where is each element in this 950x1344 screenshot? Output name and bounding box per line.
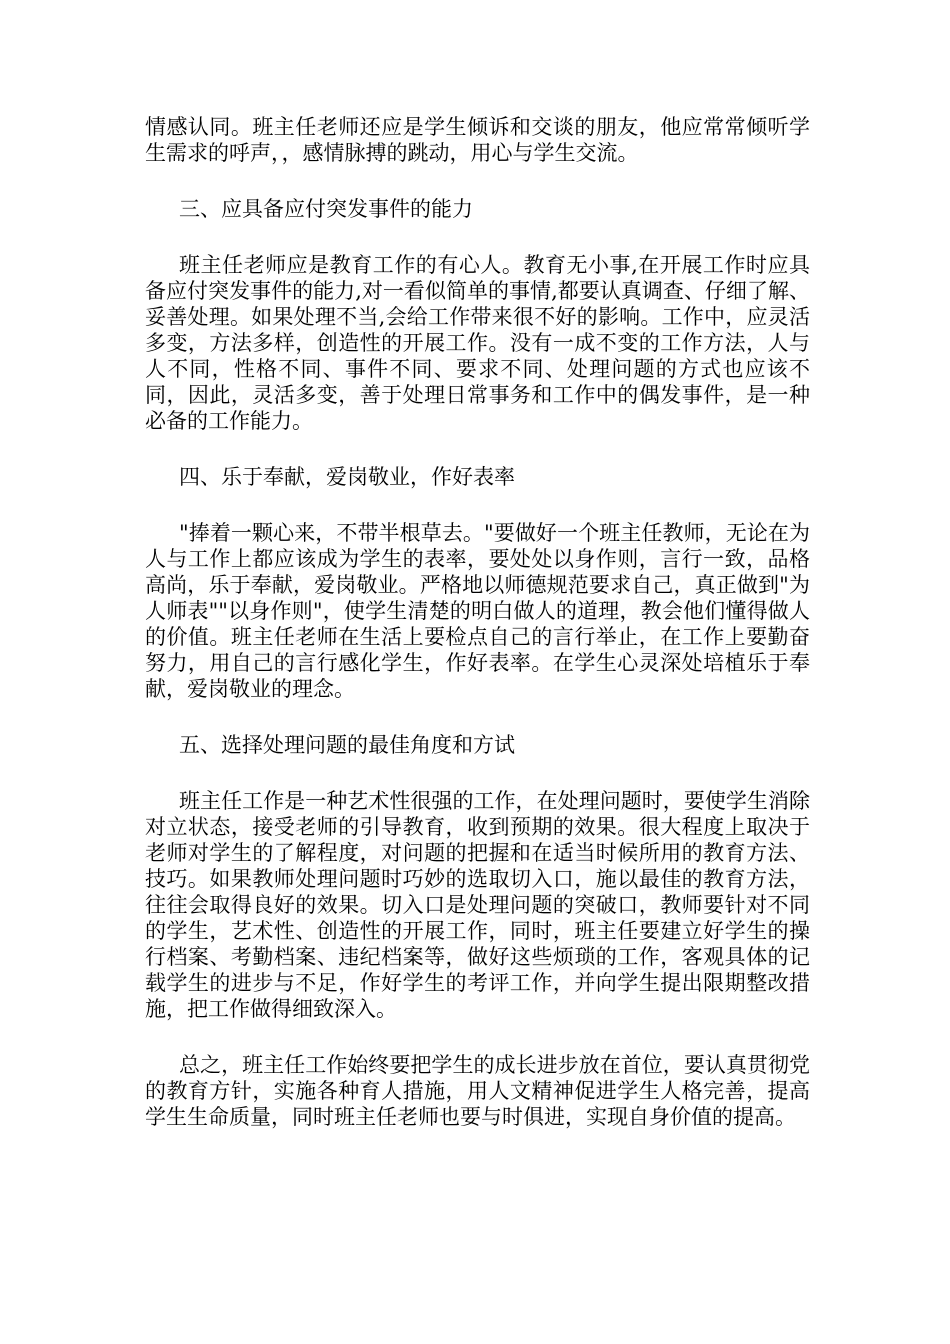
paragraph-continuation: 情感认同。班主任老师还应是学生倾诉和交谈的朋友，他应常常倾听学生需求的呼声，，感情脉搏的跳动，用心与学生交流。 xyxy=(145,115,810,165)
document-body xyxy=(145,114,810,1130)
paragraph-section-3: 班主任老师应是教育工作的有心人。教育无小事,在开展工作时应具备应付突发事件的能力,对一看似简单的事情,都要认真调查、仔细了解、妥善处理。如果处理不当,会给工作带来很不好的影响。工作中，应灵活多变，方法多样，创造性的开展工作。没有一成不变的工作方法，人与人不同，性格不同、事件不同、要求不同、处理问题的方式也应该不同，因此，灵活多变，善于处理日常事务和工作中的偶发事件，是一种必备的工作能力。 xyxy=(145,253,810,433)
paragraph-section-5: 班主任工作是一种艺术性很强的工作，在处理问题时，要使学生消除对立状态，接受老师的引导教育，收到预期的效果。很大程度上取决于老师对学生的了解程度，对问题的把握和在适当时候所用的教育方法、技巧。如果教师处理问题时巧妙的选取切入口，施以最佳的教育方法，往往会取得良好的效果。切入口是处理问题的突破口，教师要针对不同的学生，艺术性、创造性的开展工作，同时，班主任要建立好学生的操行档案、考勤档案、违纪档案等，做好这些烦琐的工作，客观具体的记载学生的进步与不足，作好学生的考评工作，并向学生提出限期整改措施，把工作做得细致深入。 xyxy=(145,789,810,1021)
section-heading-5: 五、选择处理问题的最佳角度和方试 xyxy=(179,733,515,757)
paragraph-conclusion: 总之，班主任工作始终要把学生的成长进步放在首位，要认真贯彻党的教育方针，实施各种育人措施，用人文精神促进学生人格完善，提高学生生命质量，同时班主任老师也要与时俱进，实现自身价值的提高。 xyxy=(145,1053,810,1129)
section-heading-3: 三、应具备应付突发事件的能力 xyxy=(179,197,473,221)
section-heading-4: 四、乐于奉献，爱岗敬业，作好表率 xyxy=(179,465,515,489)
paragraph-section-4: "捧着一颗心来，不带半根草去。"要做好一个班主任教师，无论在为人与工作上都应该成为学生的表率，要处处以身作则，言行一致，品格高尚，乐于奉献，爱岗敬业。严格地以师德规范要求自己，真正做到"为人师表""以身作则"，使学生清楚的明白做人的道理，教会他们懂得做人的价值。班主任老师在生活上要检点自己的言行举止，在工作上要勤奋努力，用自己的言行感化学生，作好表率。在学生心灵深处培植乐于奉献，爱岗敬业的理念。 xyxy=(145,521,810,701)
